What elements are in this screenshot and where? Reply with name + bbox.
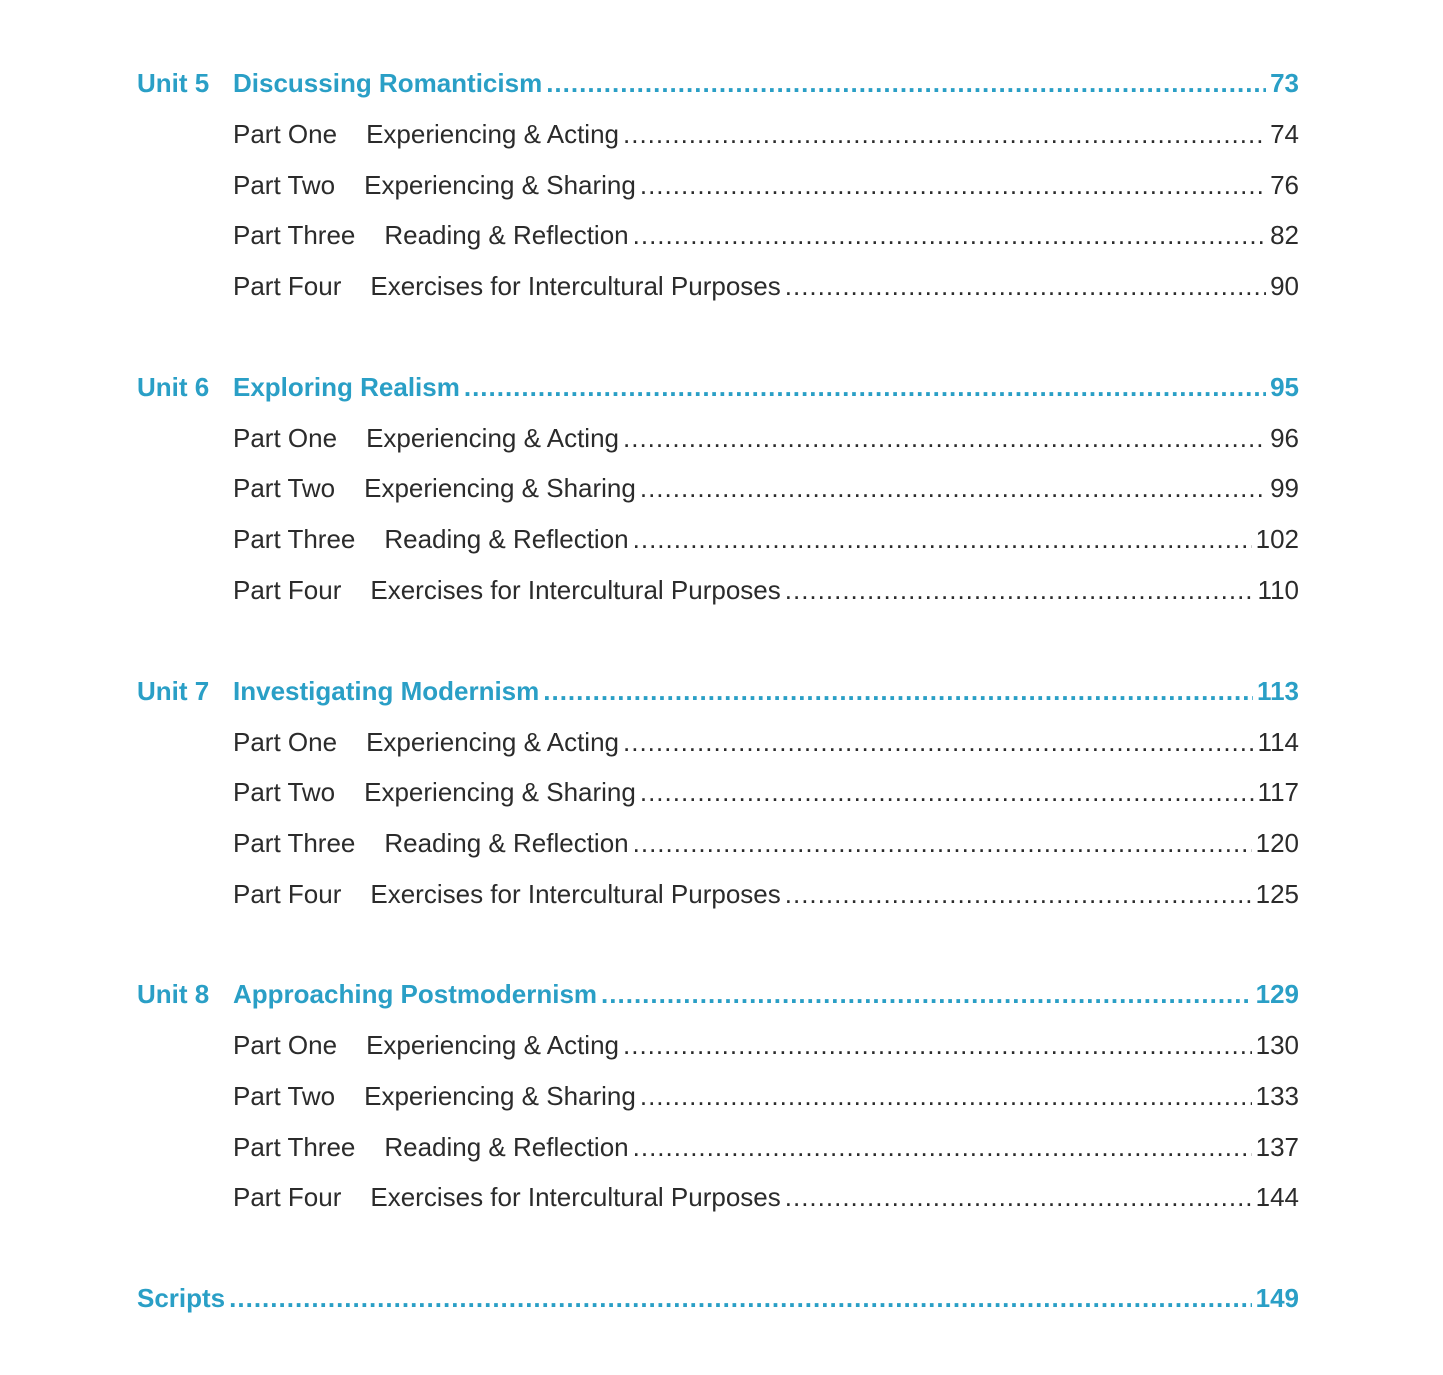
part-label: Part Four — [233, 271, 342, 302]
part-entry[interactable] — [137, 1182, 1299, 1233]
table-of-contents — [137, 68, 1299, 1334]
part-label: Part Four — [233, 878, 342, 909]
part-label: Part Three — [233, 1131, 356, 1162]
part-label: Part Two — [233, 777, 336, 808]
part-title: Exercises for Intercultural Purposes — [370, 1182, 781, 1213]
part-label: Part One — [233, 422, 338, 453]
scripts-entry[interactable] — [137, 1283, 1299, 1334]
part-title: Experiencing & Acting — [366, 119, 619, 149]
unit-title: Approaching Postmodernism — [233, 979, 598, 1010]
part-title: Experiencing & Sharing — [364, 169, 636, 200]
dot-leader — [640, 1081, 1252, 1112]
part-entry[interactable] — [137, 423, 1299, 474]
part-label: Part One — [233, 1030, 338, 1061]
page-number: 73 — [1270, 68, 1299, 98]
page-number: 90 — [1270, 271, 1299, 302]
page-number: 117 — [1257, 777, 1299, 808]
unit-title: Discussing Romanticism — [233, 68, 543, 98]
dot-leader — [633, 220, 1266, 251]
dot-leader — [785, 879, 1252, 910]
part-label: Part Two — [233, 1080, 336, 1111]
unit-5-block — [137, 68, 1299, 322]
page-number: 99 — [1270, 473, 1299, 504]
dot-leader — [623, 1030, 1252, 1061]
unit-title: Exploring Realism — [233, 371, 460, 402]
unit-entry[interactable] — [137, 676, 1299, 727]
page-number: 137 — [1255, 1131, 1299, 1162]
part-title: Exercises for Intercultural Purposes — [370, 271, 781, 302]
part-title: Reading & Reflection — [384, 827, 629, 858]
unit-number: Unit 7 — [137, 675, 210, 706]
unit-entry[interactable] — [137, 372, 1299, 423]
part-entry[interactable] — [137, 575, 1299, 626]
unit-entry[interactable] — [137, 979, 1299, 1030]
part-entry[interactable] — [137, 119, 1299, 170]
dot-leader — [633, 1132, 1252, 1163]
part-title: Experiencing & Acting — [366, 726, 619, 757]
part-label: Part Three — [233, 827, 356, 858]
page-number: 120 — [1255, 827, 1299, 858]
page-number: 113 — [1257, 675, 1299, 706]
page-number: 74 — [1270, 119, 1299, 149]
dot-leader — [633, 524, 1252, 555]
unit-6-block — [137, 372, 1299, 626]
page-number: 102 — [1255, 524, 1299, 555]
part-title: Experiencing & Acting — [366, 422, 619, 453]
dot-leader — [785, 271, 1266, 302]
unit-7-block — [137, 676, 1299, 930]
part-entry[interactable] — [137, 220, 1299, 271]
page-number: 114 — [1257, 726, 1299, 757]
page-number: 96 — [1270, 422, 1299, 453]
part-title: Experiencing & Sharing — [364, 473, 636, 504]
part-entry[interactable] — [137, 727, 1299, 778]
part-label: Part Four — [233, 1182, 342, 1213]
page-number: 125 — [1255, 878, 1299, 909]
part-entry[interactable] — [137, 1081, 1299, 1132]
unit-title: Investigating Modernism — [233, 675, 540, 706]
part-title: Reading & Reflection — [384, 220, 629, 251]
part-entry[interactable] — [137, 1132, 1299, 1183]
part-entry[interactable] — [137, 828, 1299, 879]
dot-leader — [623, 119, 1266, 150]
part-label: Part One — [233, 119, 338, 149]
part-entry[interactable] — [137, 473, 1299, 524]
part-entry[interactable] — [137, 170, 1299, 221]
dot-leader — [785, 1182, 1252, 1213]
part-label: Part One — [233, 726, 338, 757]
part-entry[interactable] — [137, 1030, 1299, 1081]
page-number: 76 — [1270, 169, 1299, 200]
part-entry[interactable] — [137, 879, 1299, 930]
part-label: Part Four — [233, 574, 342, 605]
dot-leader — [464, 372, 1266, 403]
part-label: Part Three — [233, 220, 356, 251]
page-number: 133 — [1255, 1080, 1299, 1111]
page-number: 130 — [1255, 1030, 1299, 1061]
unit-number: Unit 8 — [137, 979, 210, 1010]
dot-leader — [785, 575, 1254, 606]
page-number: 144 — [1255, 1182, 1299, 1213]
part-entry[interactable] — [137, 777, 1299, 828]
dot-leader — [640, 777, 1254, 808]
part-title: Reading & Reflection — [384, 524, 629, 555]
unit-number: Unit 6 — [137, 371, 210, 402]
page-number: 95 — [1270, 371, 1299, 402]
part-entry[interactable] — [137, 524, 1299, 575]
part-label: Part Three — [233, 524, 356, 555]
dot-leader — [543, 676, 1253, 707]
part-entry[interactable] — [137, 271, 1299, 322]
part-title: Experiencing & Acting — [366, 1030, 619, 1061]
dot-leader — [623, 727, 1254, 758]
scripts-title: Scripts — [137, 1283, 226, 1313]
dot-leader — [623, 423, 1266, 454]
page-number: 129 — [1255, 979, 1299, 1010]
unit-number: Unit 5 — [137, 68, 210, 98]
dot-leader — [601, 979, 1252, 1010]
page-number: 149 — [1255, 1283, 1299, 1313]
dot-leader — [633, 828, 1252, 859]
part-title: Experiencing & Sharing — [364, 777, 636, 808]
part-title: Experiencing & Sharing — [364, 1080, 636, 1111]
part-title: Reading & Reflection — [384, 1131, 629, 1162]
page-number: 110 — [1257, 574, 1299, 605]
part-title: Exercises for Intercultural Purposes — [370, 878, 781, 909]
dot-leader — [229, 1283, 1251, 1314]
part-label: Part Two — [233, 169, 336, 200]
dot-leader — [640, 473, 1266, 504]
part-label: Part Two — [233, 473, 336, 504]
page-number: 82 — [1270, 220, 1299, 251]
part-title: Exercises for Intercultural Purposes — [370, 574, 781, 605]
dot-leader — [546, 68, 1266, 99]
dot-leader — [640, 170, 1266, 201]
unit-8-block — [137, 979, 1299, 1233]
unit-entry[interactable] — [137, 68, 1299, 119]
